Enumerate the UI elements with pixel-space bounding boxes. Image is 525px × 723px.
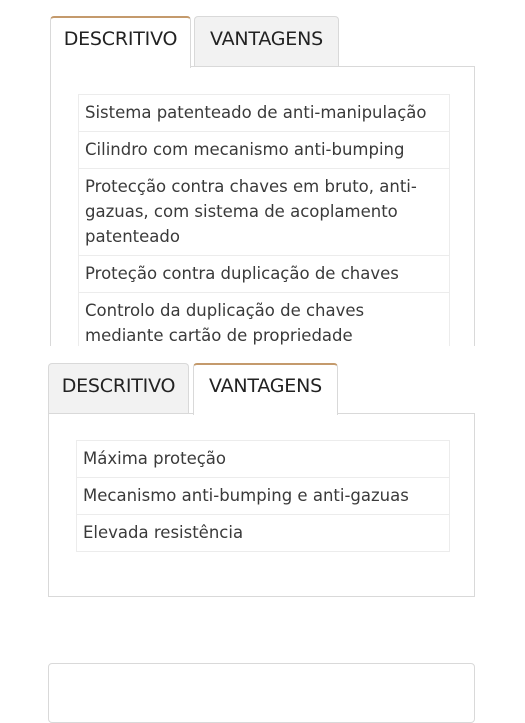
tab-descritivo[interactable]: DESCRITIVO — [48, 363, 189, 413]
list-item: Mecanismo anti-bumping e anti-gazuas — [77, 478, 449, 515]
tab-panel-descritivo — [50, 66, 475, 346]
tab-bar — [0, 16, 525, 67]
tab-widget-vantagens — [0, 363, 525, 599]
tab-vantagens[interactable]: VANTAGENS — [193, 363, 338, 415]
list-item: Cilindro com mecanismo anti-bumping — [79, 132, 449, 169]
tab-vantagens[interactable]: VANTAGENS — [194, 16, 339, 66]
list-item: Protecção contra chaves em bruto, anti-gazuas, com sistema de acoplamento patenteado — [79, 169, 449, 256]
list-item: Elevada resistência — [83, 523, 244, 542]
tab-bar — [0, 363, 525, 414]
list-item: Proteção contra duplicação de chaves — [79, 256, 449, 293]
feature-list — [78, 94, 450, 346]
advantages-list — [76, 440, 450, 552]
list-item: Máxima proteção — [77, 441, 449, 478]
tab-panel-vantagens — [48, 413, 475, 597]
list-item: Sistema patenteado de anti-manipulação — [79, 95, 449, 132]
list-item: Controlo da duplicação de chaves mediante cartão de propriedade — [85, 301, 365, 345]
tab-descritivo[interactable]: DESCRITIVO — [50, 16, 191, 68]
next-section-box — [48, 663, 475, 723]
tab-widget-descritivo — [0, 16, 525, 346]
